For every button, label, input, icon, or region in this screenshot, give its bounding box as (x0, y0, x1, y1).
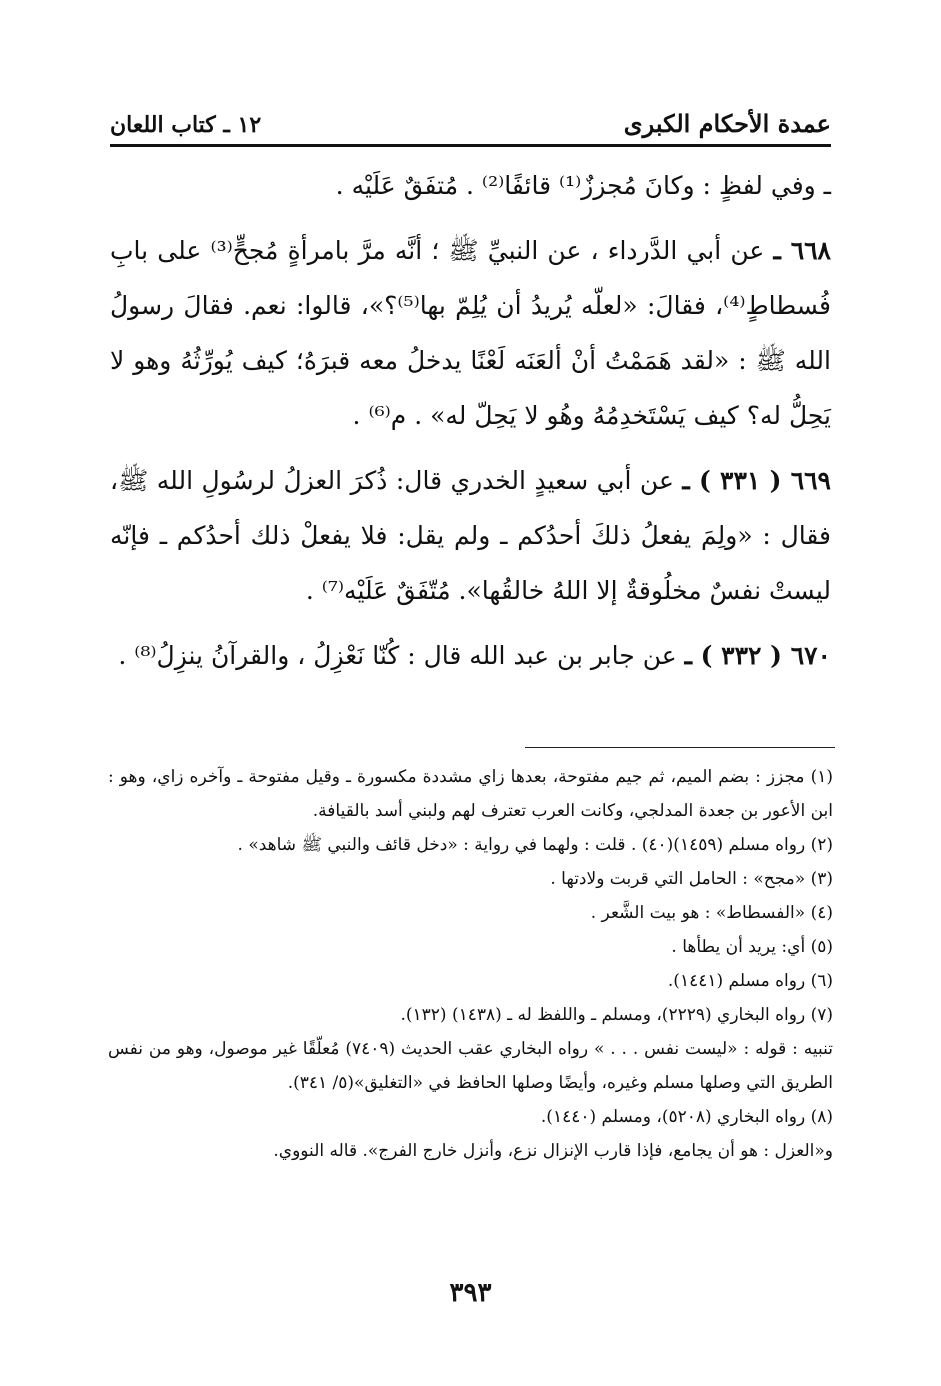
book-title: عمدة الأحكام الكبرى (623, 109, 831, 138)
footnote-separator (525, 747, 835, 748)
footnote-note: و«العزل : هو أن يجامع، فإذا قارب الإنزال نزع، وأنزل خارج الفرج». قاله النووي. (273, 1141, 833, 1161)
footnotes (108, 760, 833, 1168)
header-rule (110, 144, 831, 147)
chapter-title: ١٢ ـ كتاب اللعان (110, 112, 262, 138)
hadith-668 (110, 223, 831, 443)
hadith-number: ٦٦٨ ـ (773, 236, 831, 265)
hadith-667-tail: ـ وفي لفظٍ : وكانَ مُجززٌ⁽¹⁾ قائفًا⁽²⁾ . مُتفَقٌ عَلَيْه . (335, 171, 831, 200)
hadith-669 (110, 453, 831, 618)
hadith-text: عن أبي سعيدٍ الخدري قال: ذُكرَ العزلُ لرسُولِ الله ﷺ، فقال : «ولِمَ يفعلُ ذلكَ أحدُكم ـ ولم يقل: فلا يفعلْ ذلك أحدُكم ـ فإنّه ليستْ نفسٌ مخلُوقةٌ إلا اللهُ خالقُها». مُتّفَقٌ عَلَيْه⁽⁷⁾ . (110, 466, 831, 605)
hadith-670 (110, 628, 831, 683)
hadith-number: ٦٦٩ ( ٣٣١ ) ـ (682, 466, 831, 495)
hadith-text: عن أبي الدَّرداء ، عن النبيِّ ﷺ ؛ أنَّه مرَّ بامرأةٍ مُجحٍّ⁽³⁾ على بابِ فُسطاطٍ⁽⁴⁾، فقالَ: «لعلّه يُريدُ أن يُلِمّ بها⁽⁵⁾؟»، قالوا: نعم. فقالَ رسولُ الله ﷺ : «لقد هَمَمْتُ أنْ ألعَنَه لَعْنًا يدخلُ معه قبرَهُ؛ كيف يُورِّثُهُ وهو لا يَحِلُّ له؟ كيف يَسْتَخدِمُهُ وهُو لا يَحِلّ له» . م⁽⁶⁾ . (110, 236, 831, 430)
main-text (110, 158, 831, 683)
hadith-number: ٦٧٠ ( ٣٣٢ ) ـ (684, 641, 831, 670)
footnote: (٨) رواه البخاري (٥٢٠٨)، ومسلم (١٤٤٠). (540, 1107, 833, 1127)
footnote: (٥) أي: يريد أن يطأها . (671, 937, 833, 957)
footnote: (١) مجزز : بضم الميم، ثم جيم مفتوحة، بعدها زاي مشددة مكسورة ـ وقيل مفتوحة ـ وآخره زاي، وهو : ابن الأعور بن جعدة المدلجي، وكانت العرب تعترف لهم ولبني أسد بالقيافة. (108, 767, 833, 821)
footnote: (٢) رواه مسلم (١٤٥٩)(٤٠) . قلت : ولهما في رواية : «دخل قائف والنبي ﷺ شاهد» . (237, 835, 833, 855)
running-header (110, 104, 831, 138)
footnote: (٤) «الفسطاط» : هو بيت الشَّعر . (590, 903, 833, 923)
footnote: (٧) رواه البخاري (٢٢٢٩)، ومسلم ـ واللفظ له ـ (١٤٣٨) (١٣٢). (400, 1005, 833, 1025)
footnote: (٣) «مجح» : الحامل التي قربت ولادتها . (550, 869, 833, 889)
page-number: ٣٩٣ (449, 1278, 492, 1308)
hadith-text: عن جابر بن عبد الله قال : كُنّا نَعْزِلُ ، والقرآنُ ينزِلُ⁽⁸⁾ . (118, 641, 677, 670)
footnote: (٦) رواه مسلم (١٤٤١). (667, 971, 833, 991)
footnote-note: تنبيه : قوله : «ليست نفس . . . » رواه البخاري عقب الحديث (٧٤٠٩) مُعلّقًا غير موصول، وهو من نفس الطريق التي وصلها مسلم وغيره، وأيضًا وصلها الحافظ في «التغليق»(٥/ ٣٤١). (108, 1039, 833, 1093)
